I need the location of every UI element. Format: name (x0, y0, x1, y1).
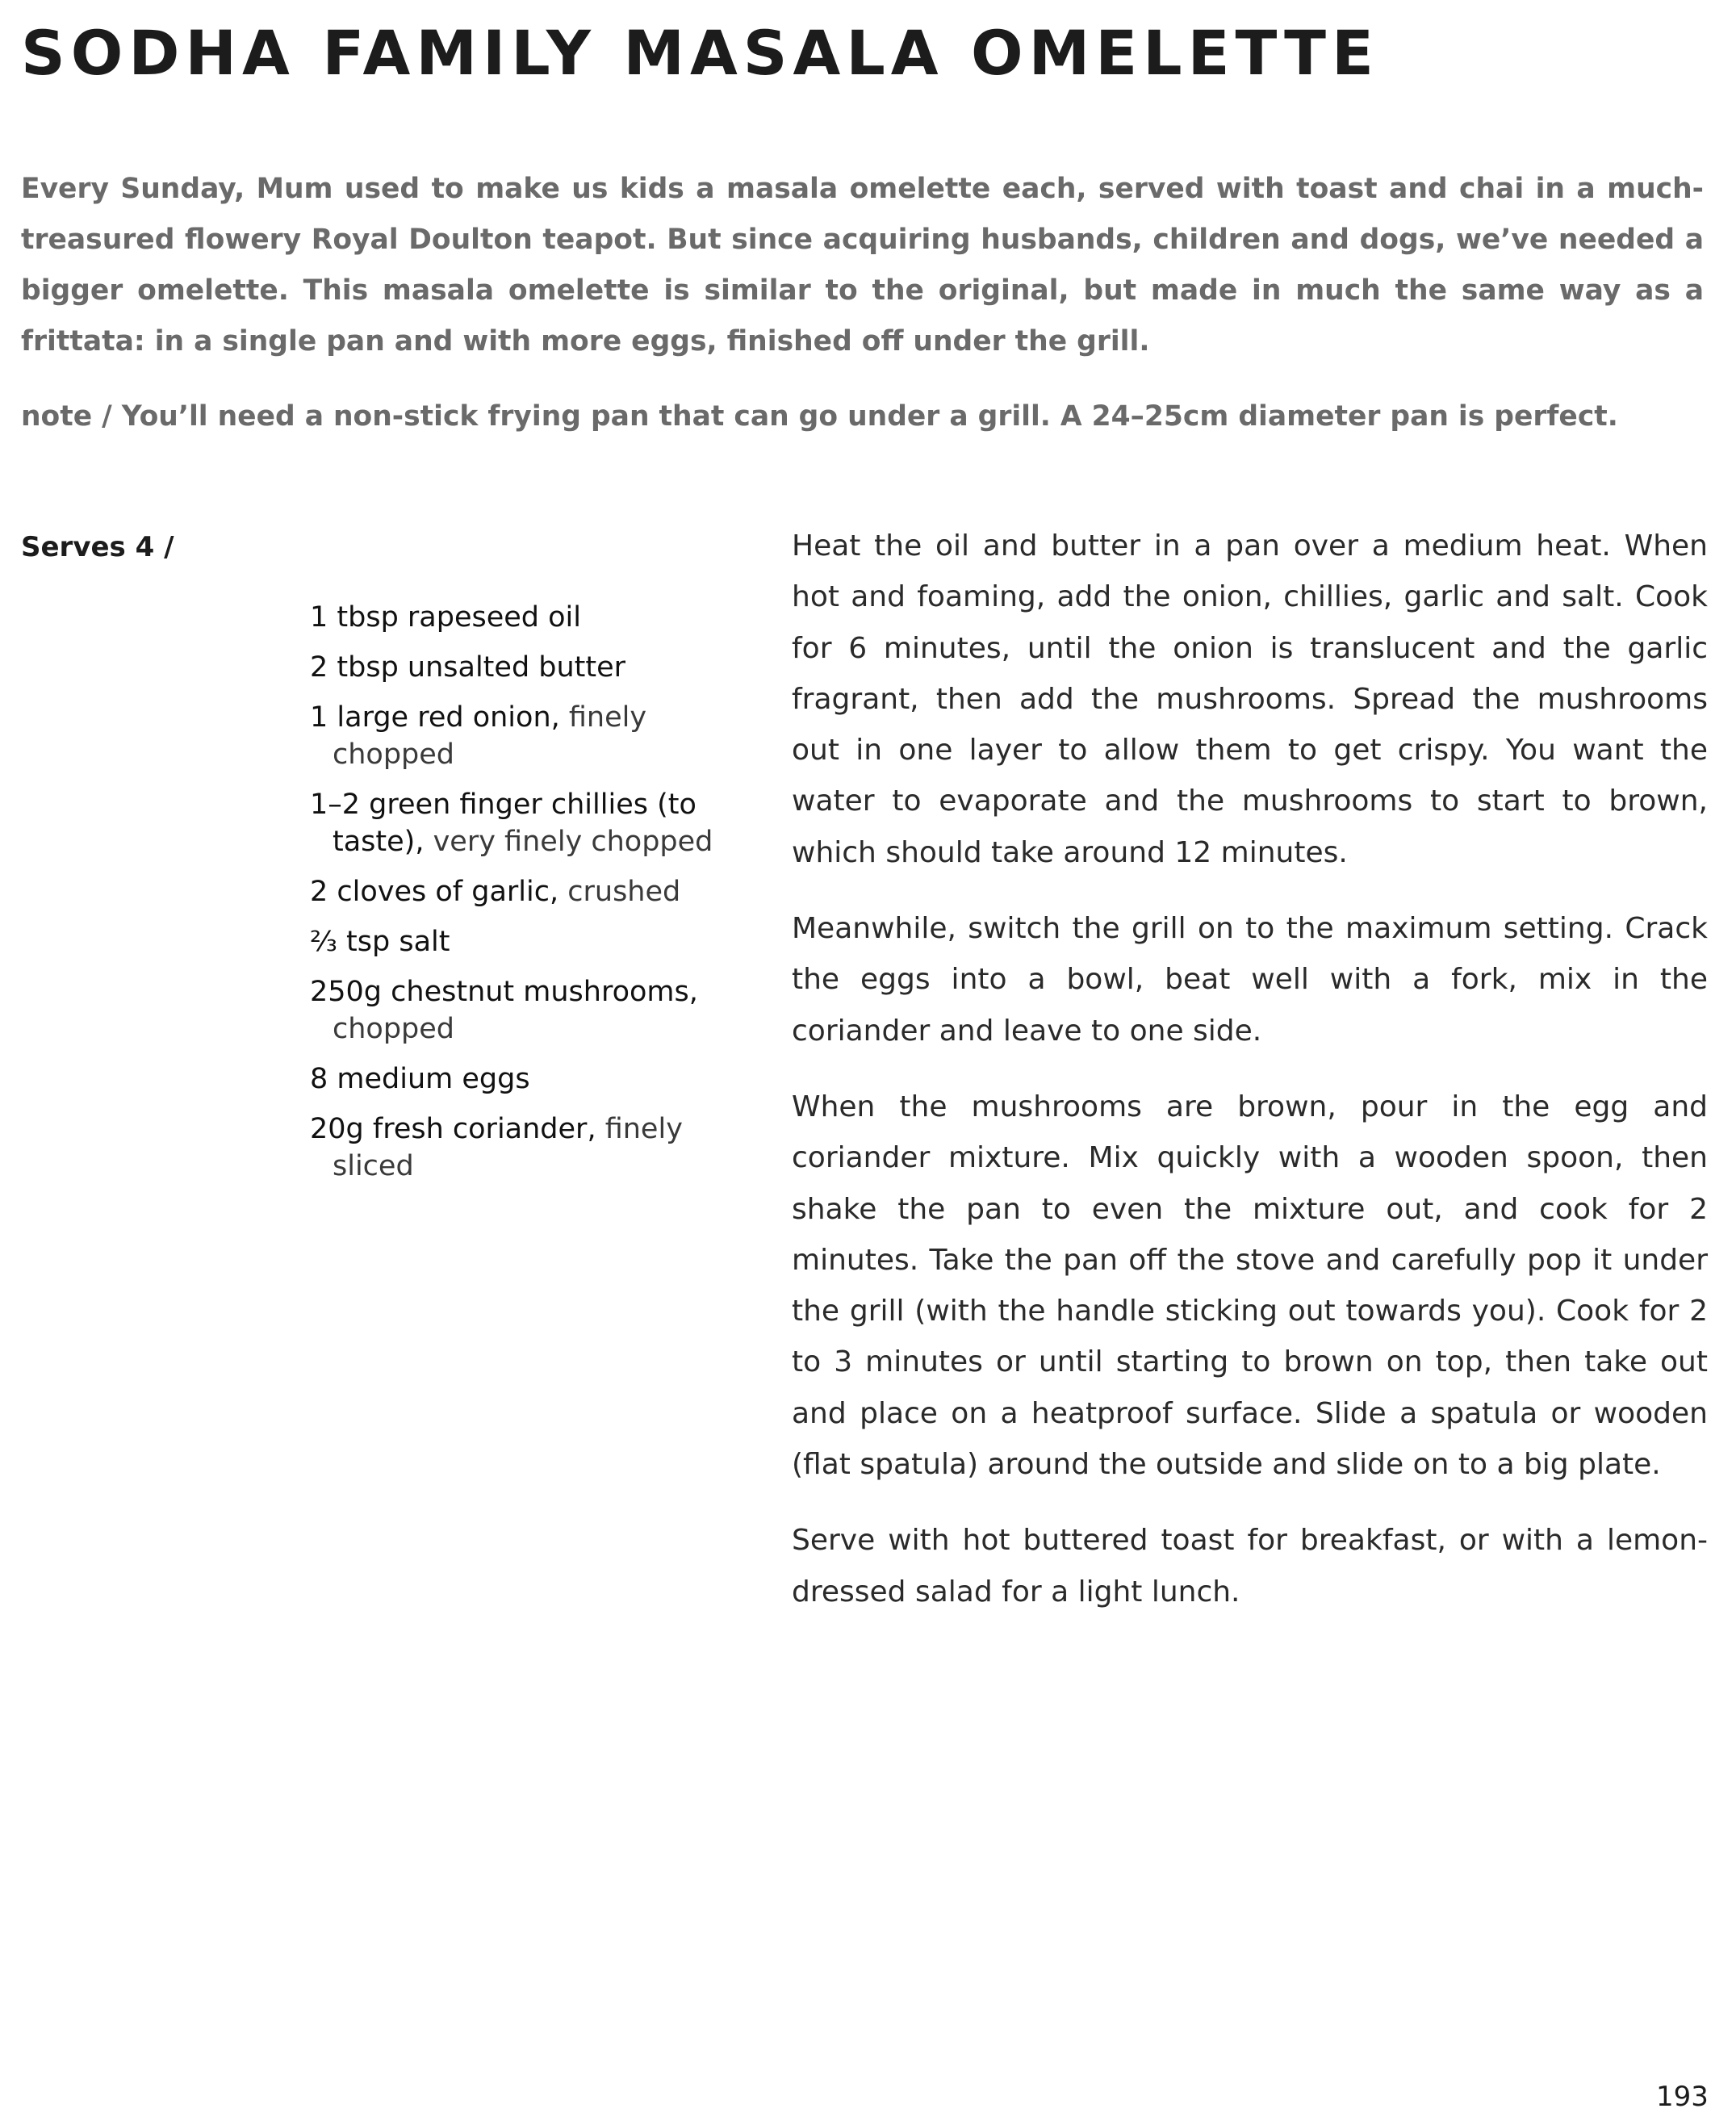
ingredient-item (310, 699, 746, 773)
ingredient-name: 2 cloves of garlic, (310, 876, 559, 908)
ingredient-item (310, 786, 746, 860)
ingredient-name: ⅔ tsp salt (310, 926, 450, 958)
method-step: When the mushrooms are brown, pour in the egg and coriander mixture. Mix quickly with a wooden spoon, then shake the pan to even the mixture out, and cook for 2 minutes. Take the pan off the stove and carefully pop it under the grill (with the handle sticking out towards you). Cook for 2 to 3 minutes or until starting to brown on top, then take out and place on a heatproof surface. Slide a spatula or wooden (flat spatula) around the outside and slide on to a big plate. (792, 1090, 1708, 1482)
method-step: Meanwhile, switch the grill on to the maximum setting. Crack the eggs into a bowl, beat well with a fork, mix in the coriander and leave to one side. (792, 912, 1708, 1048)
ingredient-item (310, 873, 746, 910)
ingredient-name: 20g fresh coriander, (310, 1113, 596, 1145)
ingredient-prep: finely chopped (333, 701, 647, 771)
page-number: 193 (1656, 2081, 1709, 2113)
ingredient-item (310, 599, 746, 636)
ingredient-item (310, 973, 746, 1048)
ingredient-name: 1 large red onion, (310, 701, 560, 734)
ingredient-item (310, 923, 746, 960)
ingredient-item (310, 1111, 746, 1185)
ingredient-list (310, 599, 746, 1198)
ingredient-item (310, 1060, 746, 1098)
recipe-intro: Every Sunday, Mum used to make us kids a masala omelette each, served with toast and chai in a much-treasured flowery Royal Doulton teapot. But since acquiring husbands, children and dogs, we’ve needed a bigger omelette. This masala omelette is similar to the original, but made in much the same way as a frittata: in a single pan and with more eggs, finished off under the grill. (21, 173, 1704, 358)
ingredient-name: 8 medium eggs (310, 1063, 530, 1095)
recipe-title: SODHA FAMILY MASALA OMELETTE (21, 17, 1379, 89)
ingredient-name: 1 tbsp rapeseed oil (310, 601, 582, 634)
ingredient-prep: crushed (558, 876, 681, 908)
method-step: Serve with hot buttered toast for breakfast, or with a lemon-dressed salad for a light lunch. (792, 1524, 1708, 1609)
ingredient-prep: finely sliced (333, 1113, 683, 1182)
ingredient-name: 250g chestnut mushrooms, (310, 976, 698, 1008)
method-step: Heat the oil and butter in a pan over a medium heat. When hot and foaming, add the onion, chillies, garlic and salt. Cook for 6 minutes, until the onion is translucent and the garlic fragrant, then add the mushrooms. Spread the mushrooms out in one layer to allow them to get crispy. You want the water to evaporate and the mushrooms to start to brown, which should take around 12 minutes. (792, 529, 1708, 869)
ingredient-name: 2 tbsp unsalted butter (310, 651, 626, 684)
ingredient-prep: very finely chopped (424, 826, 713, 858)
serves-label: Serves 4 / (21, 531, 174, 563)
ingredient-prep: chopped (333, 1013, 455, 1045)
ingredient-name: 1–2 green finger chillies (to taste), (310, 789, 696, 858)
ingredient-item (310, 649, 746, 686)
method-steps (792, 521, 1708, 1642)
recipe-note: note / You’ll need a non-stick frying pan that can go under a grill. A 24–25cm diameter pan is perfect. (21, 400, 1618, 433)
